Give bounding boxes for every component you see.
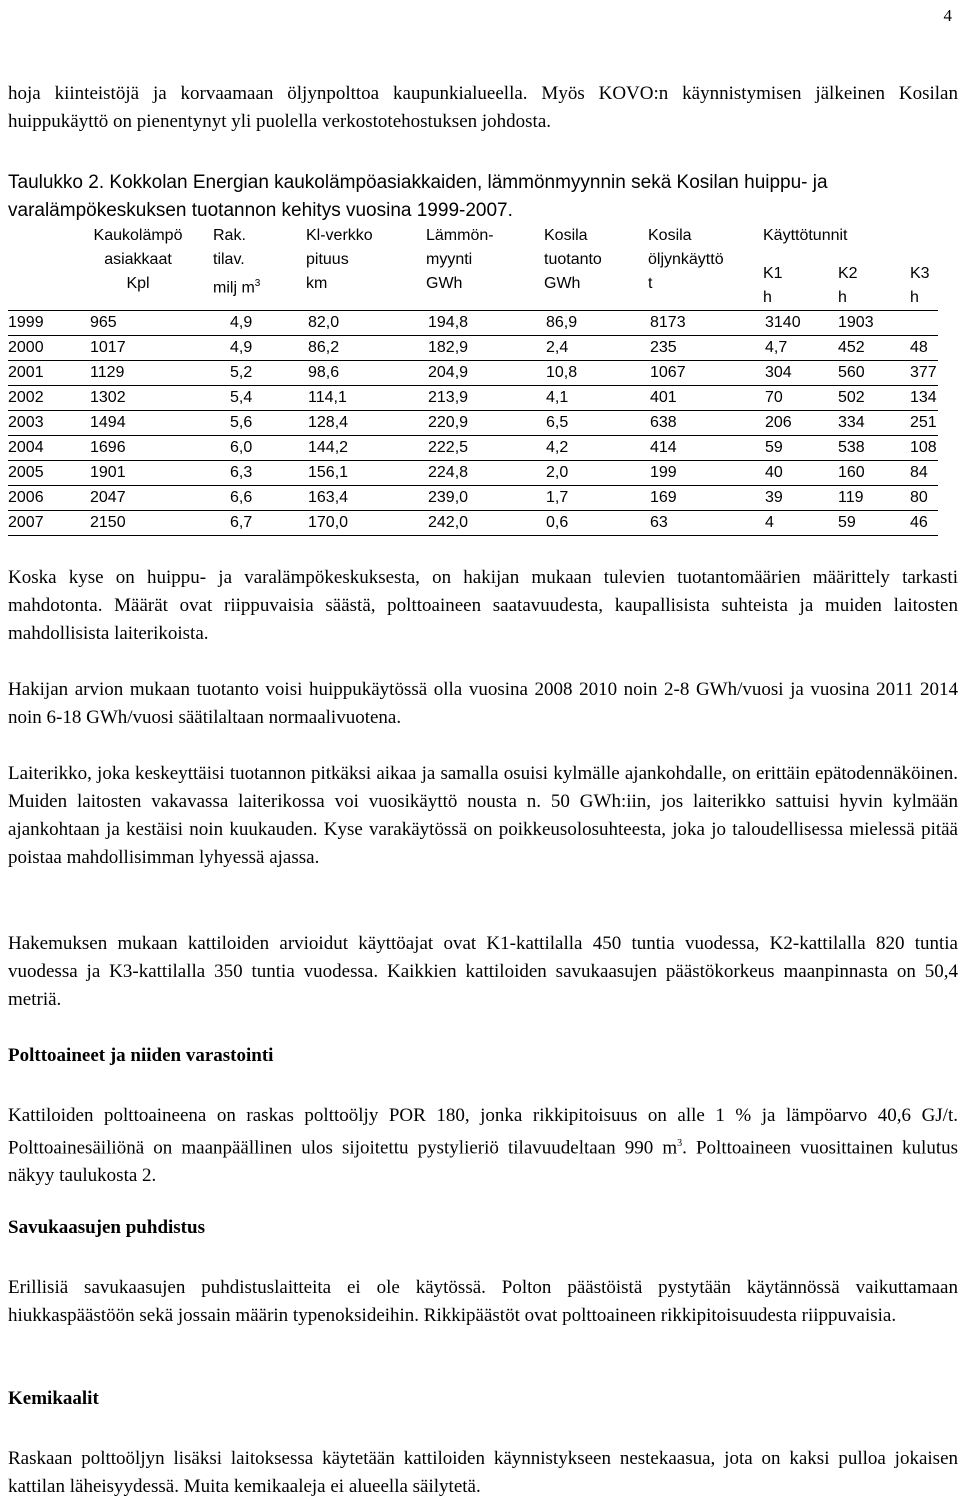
table-cell: 156,1: [308, 464, 349, 481]
table-cell: 538: [838, 439, 865, 456]
table-cell: 59: [765, 439, 783, 456]
table-cell: 2005: [8, 464, 44, 481]
table-cell: 169: [650, 489, 677, 506]
table-row: [8, 460, 938, 485]
table-cell: 86,9: [546, 314, 578, 331]
paragraph-4: Hakemuksen mukaan kattiloiden arvioidut käyttöajat ovat K1-kattilalla 450 tuntia vuodessa, K2-kattilalla 820 tuntia vuodessa ja K3-kattilalla 350 tuntia vuodessa. Kaikkien kattiloiden savukaasujen päästökorkeus maanpinnasta on 50,4 metriä.: [8, 933, 958, 1010]
table-cell: 8173: [650, 314, 686, 331]
table-row: [8, 310, 938, 335]
table-cell: 224,8: [428, 464, 469, 481]
table-cell: 194,8: [428, 314, 469, 331]
table-cell: 401: [650, 389, 677, 406]
table-cell: 1,7: [546, 489, 569, 506]
table-cell: 108: [910, 439, 937, 456]
table-cell: 0,6: [546, 514, 569, 531]
table-cell: 1999: [8, 314, 44, 331]
paragraph-7: Raskaan polttoöljyn lisäksi laitoksessa käytetään kattiloiden käynnistykseen nestekaasua, jota on kaksi pulloa jokaisen kattilan läheisyydessä. Muita kemikaaleja ei alueella säilytetä.: [8, 1448, 958, 1497]
table-cell: 2007: [8, 514, 44, 531]
header-oil: Kosila öljynkäyttö t: [648, 227, 724, 292]
table-cell: 5,6: [230, 414, 253, 431]
table-cell: 4,7: [765, 339, 788, 356]
intro-paragraph: hoja kiinteistöjä ja korvaamaan öljynpolttoa kaupunkialueella. Myös KOVO:n käynnistymisen jälkeinen Kosilan huippukäyttö on pienentynyt yli puolella verkostotehostuksen johdosta.: [8, 83, 958, 132]
table-cell: 1302: [90, 389, 126, 406]
header-operating-hours: Käyttötunnit: [763, 227, 848, 244]
table-cell: 160: [838, 464, 865, 481]
table-cell: 2,4: [546, 339, 569, 356]
table-cell: 1129: [90, 364, 125, 381]
table-cell: 206: [765, 414, 792, 431]
table-cell: 2001: [8, 364, 44, 381]
table-cell: 242,0: [428, 514, 469, 531]
table-cell: 98,6: [308, 364, 340, 381]
table-cell: 39: [765, 489, 783, 506]
table-cell: 6,5: [546, 414, 569, 431]
table-cell: 144,2: [308, 439, 349, 456]
table-cell: 63: [650, 514, 668, 531]
page-number: 4: [943, 6, 952, 25]
table-cell: 251: [910, 414, 937, 431]
paragraph-6: Erillisiä savukaasujen puhdistuslaitteita ei ole käytössä. Polton päästöistä pystytään käytännössä vaikuttamaan hiukkaspäästöön sekä jossain määrin typenoksideihin. Rikkipäästöt ovat polttoaineen rikkipitoisuudesta riippuvaisia.: [8, 1277, 958, 1326]
heading-flue-gas: Savukaasujen puhdistus: [8, 1217, 205, 1238]
table-cell: 334: [838, 414, 865, 431]
paragraph-5: Kattiloiden polttoaineena on raskas polttoöljy POR 180, jonka rikkipitoisuus on alle 1 % ja lämpöarvo 40,6 GJ/t. Polttoainesäiliönä on maanpäällinen ulos sijoitettu pystylieriö tilavuudeltaan 990 $m^3$. Polttoaineen vuosittainen kulutus näkyy taulukosta 2.: [8, 1105, 958, 1187]
table-cell: 1901: [90, 464, 126, 481]
table-cell: 2006: [8, 489, 44, 506]
table-cell: 40: [765, 464, 783, 481]
table-cell: 2047: [90, 489, 126, 506]
table-cell: 48: [910, 339, 928, 356]
table-cell: 4,1: [546, 389, 569, 406]
table-cell: 2000: [8, 339, 44, 356]
table-cell: 222,5: [428, 439, 469, 456]
header-volume: Rak. tilav. milj $m^3$: [213, 227, 261, 297]
table-cell: 70: [765, 389, 783, 406]
header-k1: K1 h: [763, 265, 783, 306]
header-production: Kosila tuotanto GWh: [544, 227, 602, 292]
paragraph-3: Laiterikko, joka keskeyttäisi tuotannon pitkäksi aikaa ja samalla osuisi kylmälle ajankohdalle, on erittäin epätodennäköinen. Muiden laitosten vakavassa laiterikossa voi vuosikäyttö nousta n. 50 GWh:iin, jos laiterikko sattuisi hyvin kylmään ajankohtaan ja kestäisi noin kuukauden. Kyse varakäytössä on poikkeusolosuhteesta, joka jo taloudellisessa mielessä pitää poistaa mahdollisimman lyhyessä ajassa.: [8, 763, 958, 868]
table-cell: 6,6: [230, 489, 253, 506]
table-cell: 414: [650, 439, 677, 456]
table-cell: 2002: [8, 389, 44, 406]
table-cell: 163,4: [308, 489, 349, 506]
table-row: [8, 510, 938, 536]
table-cell: 10,8: [546, 364, 578, 381]
header-customers: Kaukolämpö asiakkaat Kpl: [93, 227, 183, 292]
heading-fuels: Polttoaineet ja niiden varastointi: [8, 1045, 274, 1066]
table-cell: 3140: [765, 314, 801, 331]
table-cell: 2004: [8, 439, 44, 456]
table-cell: 1696: [90, 439, 126, 456]
table-cell: 4,2: [546, 439, 569, 456]
table-cell: 6,7: [230, 514, 253, 531]
table-row: [8, 385, 938, 410]
table-cell: 4: [765, 514, 774, 531]
table-cell: 119: [838, 489, 864, 506]
table-cell: 80: [910, 489, 928, 506]
header-network: Kl-verkko pituus km: [306, 227, 373, 292]
table-cell: 1067: [650, 364, 686, 381]
table-cell: 502: [838, 389, 865, 406]
table-cell: 239,0: [428, 489, 469, 506]
table-cell: 1903: [838, 314, 874, 331]
table-cell: 5,4: [230, 389, 253, 406]
table-cell: 134: [910, 389, 937, 406]
table-cell: 1494: [90, 414, 126, 431]
table-cell: 5,2: [230, 364, 253, 381]
table-cell: 235: [650, 339, 677, 356]
table-cell: 86,2: [308, 339, 340, 356]
table-cell: 170,0: [308, 514, 349, 531]
table-cell: 377: [910, 364, 937, 381]
table-row: [8, 410, 938, 435]
table-cell: 84: [910, 464, 928, 481]
table-cell: 1017: [90, 339, 126, 356]
table-cell: 2150: [90, 514, 126, 531]
table-cell: 46: [910, 514, 928, 531]
table-cell: 2003: [8, 414, 44, 431]
table-cell: 2,0: [546, 464, 569, 481]
table-cell: 304: [765, 364, 792, 381]
table-cell: 6,3: [230, 464, 253, 481]
paragraph-1: Koska kyse on huippu- ja varalämpökeskuksesta, on hakijan mukaan tulevien tuotantomäärien määrittely tarkasti mahdotonta. Määrät ovat riippuvaisia säästä, polttoaineen saatavuudesta, kaupallisista suhteista ja muiden laitosten mahdollisista laiterikoista.: [8, 567, 958, 644]
header-sales: Lämmön- myynti GWh: [426, 227, 494, 292]
table-row: [8, 435, 938, 460]
table-cell: 638: [650, 414, 677, 431]
table-cell: 560: [838, 364, 865, 381]
table-caption: Taulukko 2. Kokkolan Energian kaukolämpöasiakkaiden, lämmönmyynnin sekä Kosilan huippu- ja varalämpökeskuksen tuotannon kehitys vuosina 1999-2007.: [8, 172, 828, 221]
header-k2: K2 h: [838, 265, 858, 306]
table-cell: 965: [90, 314, 117, 331]
table-cell: 220,9: [428, 414, 469, 431]
table-cell: 182,9: [428, 339, 469, 356]
table-row: [8, 335, 938, 360]
table-cell: 114,1: [308, 389, 347, 406]
table-cell: 452: [838, 339, 865, 356]
table-cell: 199: [650, 464, 677, 481]
table-cell: 59: [838, 514, 856, 531]
table-cell: 82,0: [308, 314, 340, 331]
table-row: [8, 360, 938, 385]
table-cell: 204,9: [428, 364, 469, 381]
heading-chemicals: Kemikaalit: [8, 1388, 99, 1409]
table-cell: 128,4: [308, 414, 349, 431]
table-row: [8, 485, 938, 510]
header-k3: K3 h: [910, 265, 930, 306]
table-cell: 4,9: [230, 339, 253, 356]
paragraph-2: Hakijan arvion mukaan tuotanto voisi huippukäytössä olla vuosina 2008 2010 noin 2-8 GWh/vuosi ja vuosina 2011 2014 noin 6-18 GWh/vuosi säätilaltaan normaalivuotena.: [8, 679, 958, 728]
table-cell: 4,9: [230, 314, 253, 331]
table-cell: 213,9: [428, 389, 469, 406]
table-cell: 6,0: [230, 439, 253, 456]
